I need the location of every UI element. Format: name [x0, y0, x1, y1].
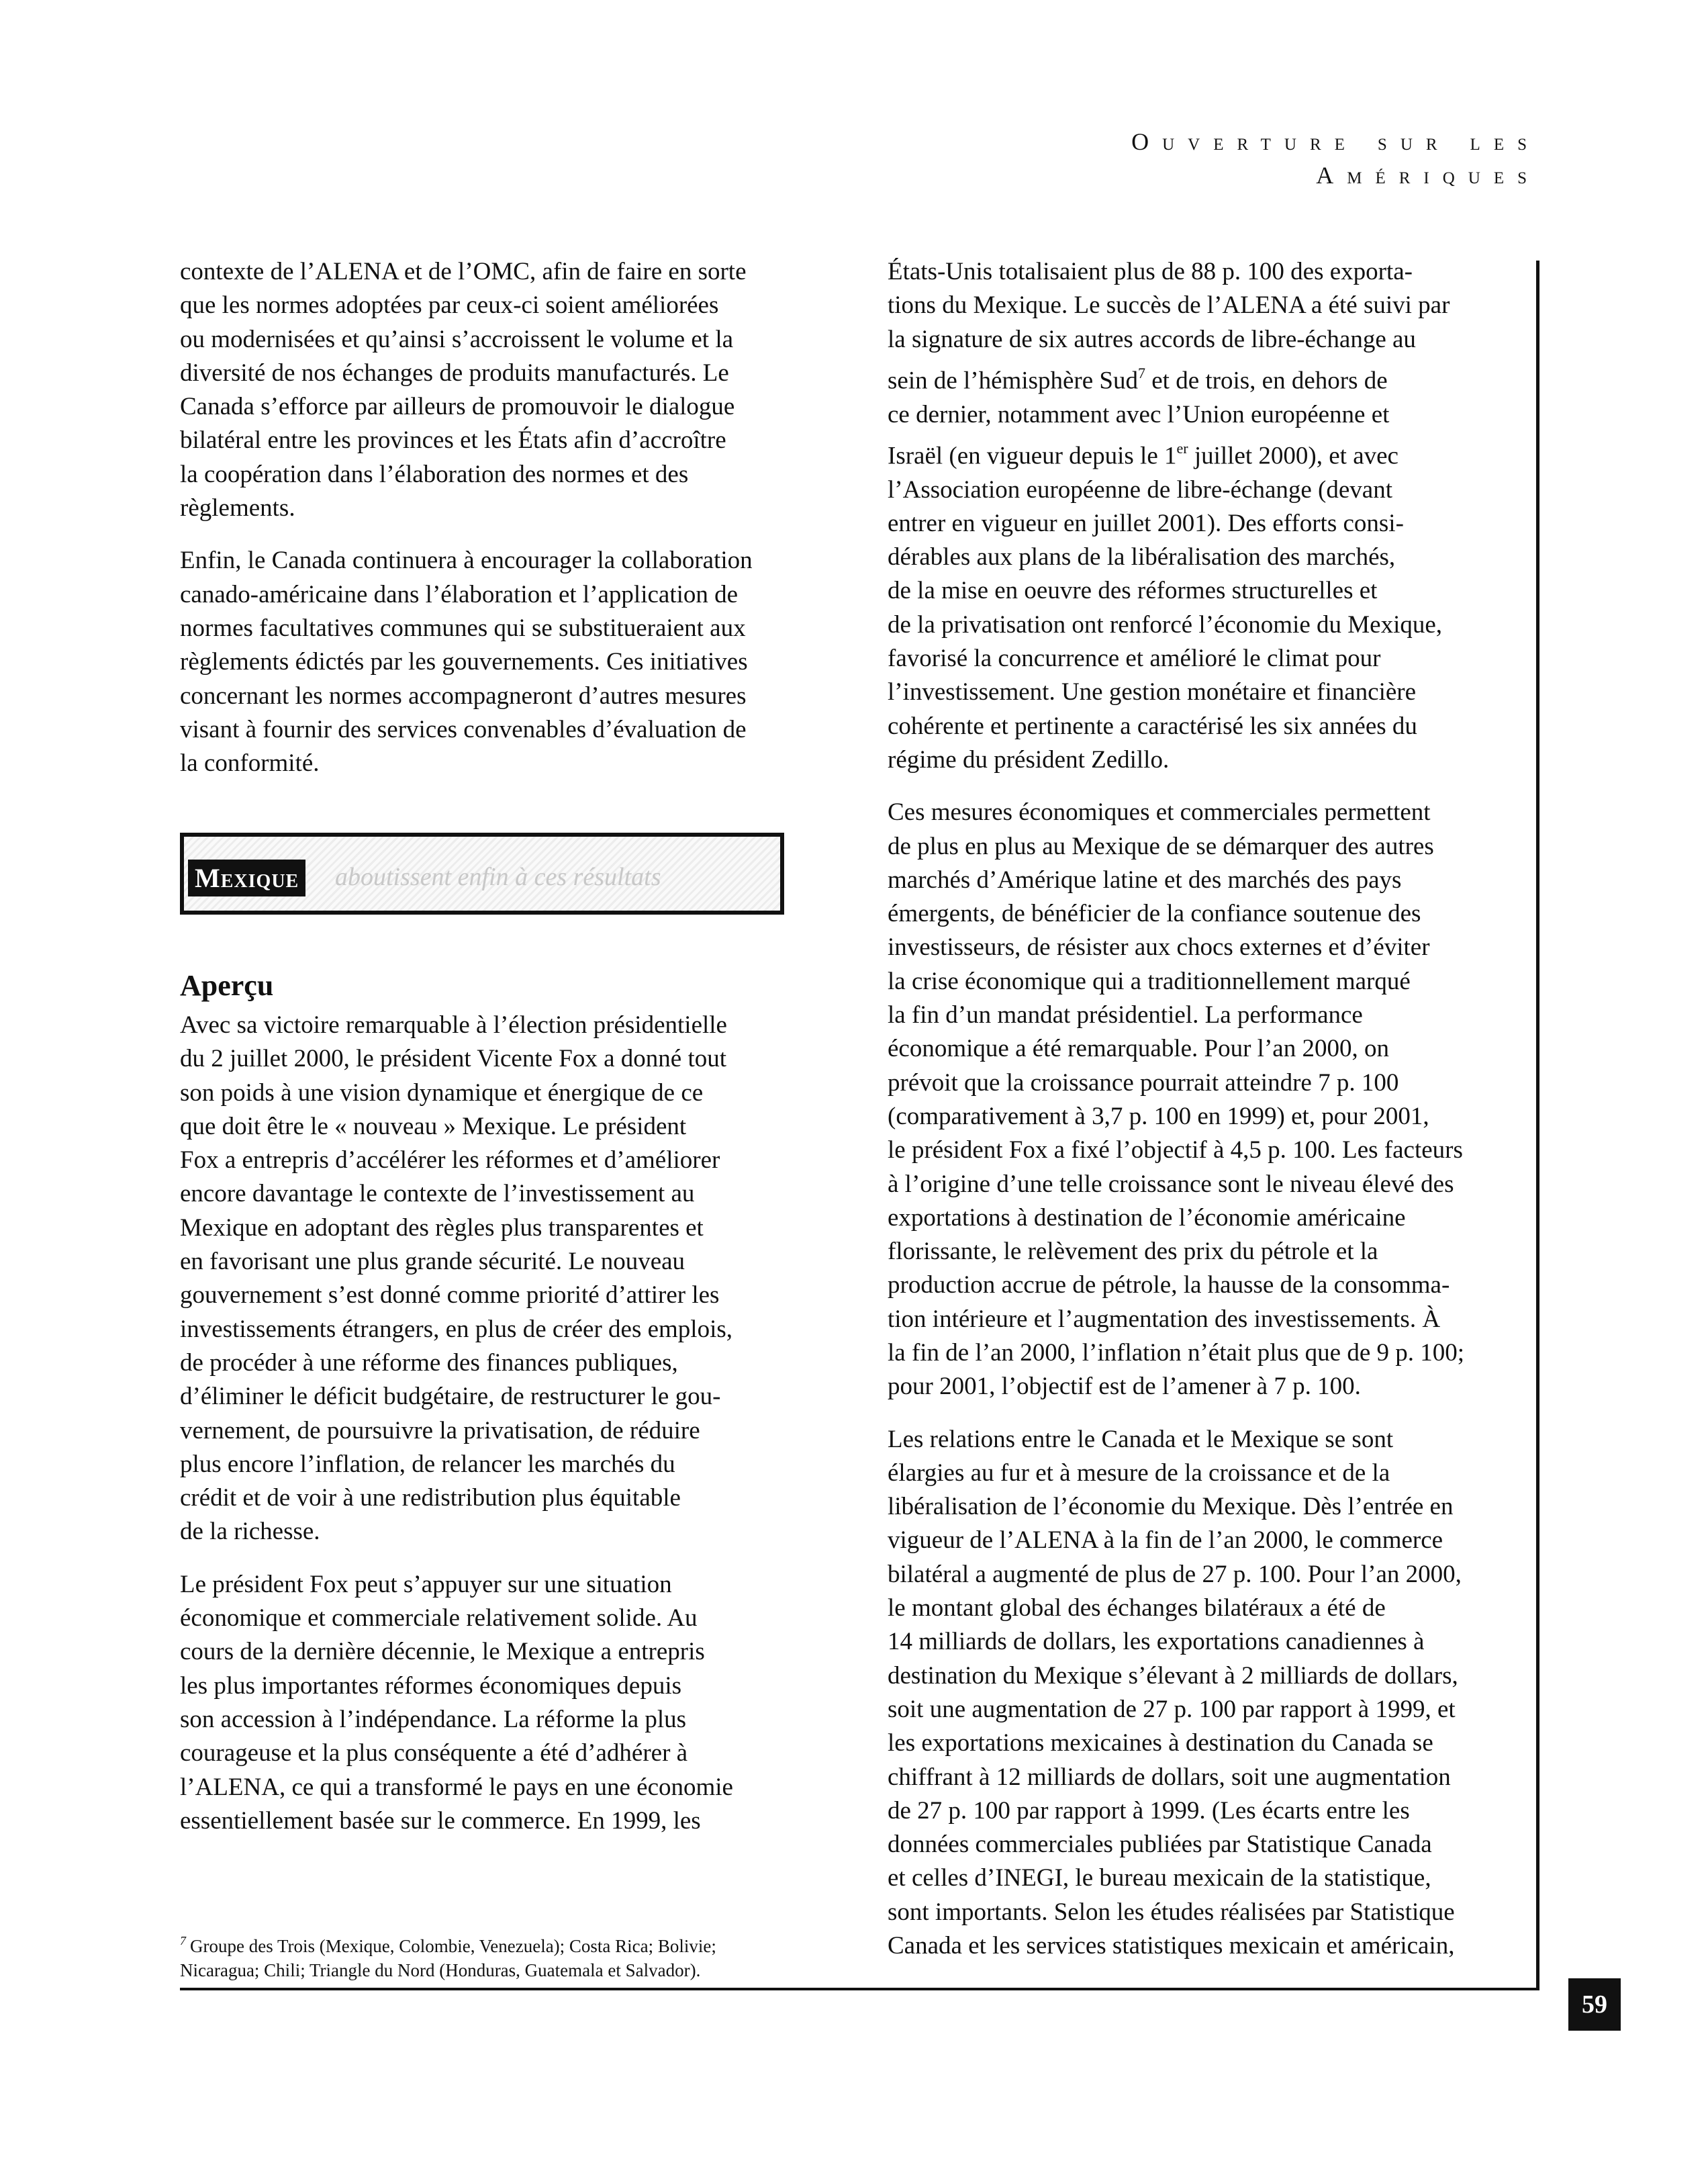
section-banner	[180, 833, 784, 915]
running-header	[1131, 125, 1540, 192]
text-run: États-Unis totalisaient plus de 88 p. 100 des exporta- tions du Mexique. Le succès de l’ALENA a été suivi par la signature de six autres accords de libre-échange au sein de l’hémisphère Sud	[888, 258, 1450, 395]
footnote	[180, 1904, 771, 1982]
paragraph: Enfin, le Canada continuera à encourager la collaboration canado-américaine dans l’élaboration et l’application de normes facultatives communes qui se substitueraient aux règlements édictés par les gouvernements. Ces initiatives concernant les normes accompagneront d’autres mesures visant à fournir des services convenables d’évaluation de la conformité.	[180, 547, 753, 778]
paragraph: contexte de l’ALENA et de l’OMC, afin de faire en sorte que les normes adoptées par ceux-ci soient améliorées ou modernisées et qu’ainsi s’accroissent le volume et la diversité de nos échanges de produits manufacturés. Le Canada s’efforce par ailleurs de promouvoir le dialogue bilatéral entre les provinces et les États afin d’accroître la coopération dans l’élaboration des normes et des règlements.	[180, 258, 747, 522]
footnote-text: Groupe des Trois (Mexique, Colombie, Venezuela); Costa Rica; Bolivie; Nicaragua; Chili; Triangle du Nord (Honduras, Guatemala et Salvador).	[180, 1935, 716, 1980]
page-number: 59	[1568, 1978, 1621, 2031]
paragraph: Avec sa victoire remarquable à l’élection présidentielle du 2 juillet 2000, le président Vicente Fox a donné tout son poids à une vision dynamique et énergique de ce que doit être le « nouveau » Mexique. Le président Fox a entrepris d’accélérer les réformes et d’améliorer encore davantage le contexte de l’investissement au Mexique en adoptant des règles plus transparentes et en favorisant une plus grande sécurité. Le nouveau gouvernement s’est donné comme priorité d’attirer les investissements étrangers, en plus de créer des emplois, de procéder à une réforme des finances publiques, d’éliminer le déficit budgétaire, de restructurer le gou- vernement, de poursuivre la privatisation, de réduire plus encore l’inflation, de relancer les marchés du crédit et de voir à une redistribution plus équitable de la richesse.	[180, 1011, 733, 1546]
paragraph	[888, 255, 1519, 777]
right-column	[888, 255, 1519, 1982]
section-heading: Aperçu	[180, 969, 274, 1002]
paragraph: Ces mesures économiques et commerciales permettent de plus en plus au Mexique de se démarquer des autres marchés d’Amérique latine et des marchés des pays émergents, de bénéficier de la confiance soutenue des investisseurs, de résister aux chocs externes et d’éviter la crise économique qui a traditionnellement marqué la fin d’un mandat présidentiel. La performance économique a été remarquable. Pour l’an 2000, on prévoit que la croissance pourrait atteindre 7 p. 100 (comparativement à 3,7 p. 100 en 1999) et, pour 2001, le président Fox a fixé l’objectif à 4,5 p. 100. Les facteurs à l’origine d’une telle croissance sont le niveau élevé des exportations à destination de l’économie américaine florissante, le relèvement des prix du pétrole et la production accrue de pétrole, la hausse de la consomma- tion intérieure et l’augmentation des investissements. À la fin de l’an 2000, l’inflation n’était plus que de 9 p. 100; pour 2001, l’objectif est de l’amener à 7 p. 100.	[888, 798, 1465, 1401]
paragraph: Le président Fox peut s’appuyer sur une situation économique et commerciale relativement solide. Au cours de la dernière décennie, le Mexique a entrepris les plus importantes réformes économiques depuis son accession à l’indépendance. La réforme la plus courageuse et la plus conséquente a été d’adhérer à l’ALENA, ce qui a transformé le pays en une économie essentiellement basée sur le commerce. En 1999, les	[180, 1570, 733, 1835]
bottom-rule	[180, 1988, 1539, 1990]
left-column	[180, 255, 804, 799]
running-header-line2: Amériques	[1316, 162, 1540, 189]
footnote-reference: 7	[1138, 364, 1145, 381]
text-run: et de trois, en dehors de ce dernier, notamment avec l’Union européenne et Israël (en vigueur depuis le 1	[888, 367, 1390, 470]
ordinal-superscript: er	[1176, 439, 1188, 457]
paragraph: Les relations entre le Canada et le Mexique se sont élargies au fur et à mesure de la croissance et de la libéralisation de l’économie du Mexique. Dès l’entrée en vigueur de l’ALENA à la fin de l’an 2000, le commerce bilatéral a augmenté de plus de 27 p. 100. Pour l’an 2000, le montant global des échanges bilatéraux a été de 14 milliards de dollars, les exportations canadiennes à destination du Mexique s’élevant à 2 milliards de dollars, soit une augmentation de 27 p. 100 par rapport à 1999, et les exportations mexicaines à destination du Canada se chiffrant à 12 milliards de dollars, soit une augmentation de 27 p. 100 par rapport à 1999. (Les écarts entre les données commerciales publiées par Statistique Canada et celles d’INEGI, le bureau mexicain de la statistique, sont importants. Selon les études réalisées par Statistique Canada et les services statistiques mexicain et américain,	[888, 1425, 1462, 1960]
banner-label: Mexique	[188, 860, 305, 896]
banner-faded-text: aboutissent enfin à ces résultats	[335, 863, 661, 891]
text-run: juillet 2000), et avec l’Association européenne de libre-échange (devant entrer en vigueur en juillet 2001). Des efforts consi- dérables aux plans de la libéralisation des marchés, de la mise en oeuvre des réformes structurelles et de la privatisation ont renforcé l’économie du Mexique, favorisé la concurrence et amélioré le climat pour l’investissement. Une gestion monétaire et financière cohérente et pertinente a caractérisé les six années du régime du président Zedillo.	[888, 442, 1443, 774]
vertical-rule	[1536, 261, 1539, 1990]
running-header-line1: Ouverture sur les	[1131, 128, 1540, 155]
left-column-section	[180, 967, 804, 1857]
footnote-marker: 7	[180, 1934, 186, 1947]
